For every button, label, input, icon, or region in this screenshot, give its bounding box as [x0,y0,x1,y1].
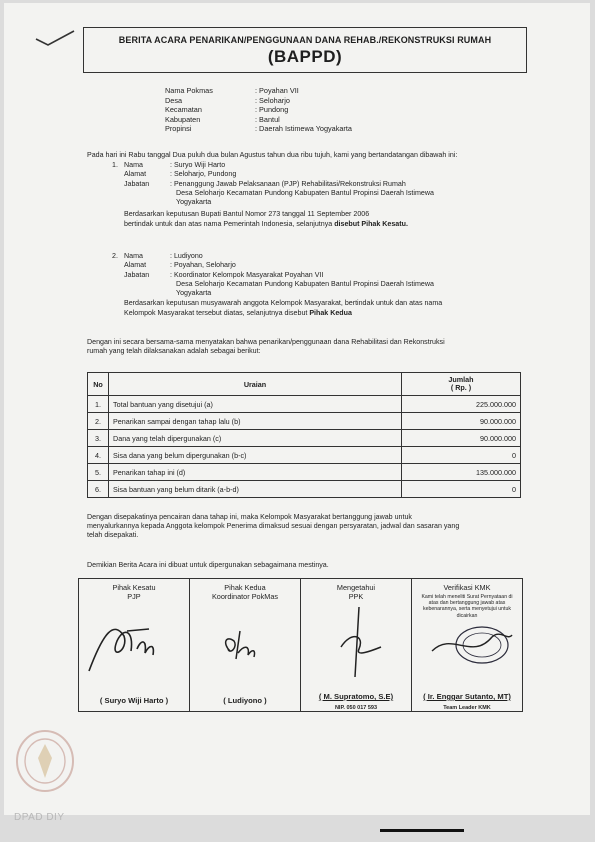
signature-party-two [190,579,301,711]
info-value: : Seloharjo [255,95,290,105]
agreement-line: menyalurkannya kepada Anggota kelompok Penerima dimaksud sesuai dengan persyaratan, jadwal dan sasaran yang [87,522,460,530]
verification-note: Kami telah meneliti Surat Pernyataan di atas dan bertanggung jawab atas kebenarannya, serta menyetujui untuk dicairkan [421,594,513,619]
info-value: : Pundong [255,105,289,115]
signatory-name: ( M. Supratomo, S.E) [318,692,394,701]
handwritten-signature [190,601,300,681]
row-amount: 135.000.000 [402,464,521,481]
row-amount: 0 [402,481,521,498]
signatory-name-line [301,692,411,701]
agreement-line: telah disepakati. [87,531,139,539]
party-one-value: : Penanggung Jawab Pelaksanaan (PJP) Rehabilitasi/Rekonstruksi Rumah [170,179,406,188]
statement-line: Dengan ini secara bersama-sama menyatakan bahwa penarikan/penggunaan dana Rehabilitasi dan Rekonstruksi [87,338,445,346]
table-header-row [88,373,521,396]
party-one-value: : Seloharjo, Pundong [170,170,237,179]
info-label: Desa [165,95,183,105]
row-number: 1. [88,396,109,413]
scan-edge-bar [380,829,464,832]
row-number: 5. [88,464,109,481]
signatory-name-line [412,692,522,701]
party-one-label: Alamat [124,170,147,179]
table-row [88,413,521,430]
party-two-label: Nama [124,252,143,260]
info-row [165,105,352,115]
signatory-name: ( Ir. Enggar Sutanto, MT) [423,692,511,701]
row-number: 3. [88,430,109,447]
stamp-and-signature [412,601,522,681]
party-one-number: 1. [112,161,118,169]
signature-title: Koordinator PokMas [211,592,279,601]
signatory-nip: NIP. 050 017 593 [334,705,378,711]
document-title-box [83,27,527,73]
pokmas-info [165,86,352,134]
financial-table [87,372,521,498]
signature-table [78,578,523,712]
closing-statement: Demikian Berita Acara ini dibuat untuk dipergunakan sebagaimana mestinya. [87,561,329,569]
document-title: BERITA ACARA PENARIKAN/PENGGUNAAN DANA REHAB./REKONSTRUKSI RUMAH [118,35,492,45]
signatory-name: ( Ludiyono ) [223,696,267,705]
signatory-position: Team Leader KMK [443,705,491,711]
row-number: 4. [88,447,109,464]
party-two-jabatan-cont: Yogyakarta [176,289,212,298]
signature-role: Pihak Kedua [224,583,266,592]
row-description: Sisa dana yang belum dipergunakan (b-c) [109,447,402,464]
row-amount: 90.000.000 [402,430,521,447]
party-one-basis-text: bertindak untuk dan atas nama Pemerintah Indonesia, selanjutnya [124,219,335,228]
party-one-jabatan-cont: Yogyakarta [176,198,212,207]
archive-watermark: DPAD DIY [14,812,65,823]
header-amount-label: Jumlah [448,375,474,384]
party-one-designation: disebut Pihak Kesatu. [334,219,408,228]
party-one-value: : Suryo Wiji Harto [170,161,226,169]
info-label: Kabupaten [165,114,201,124]
party-two-jabatan-cont: Desa Seloharjo Kecamatan Pundong Kabupaten Bantul Propinsi Daerah Istimewa [176,279,434,288]
signature-ppk [301,579,412,711]
archive-seal-watermark [14,728,76,794]
table-row [88,396,521,413]
party-one-basis-line [112,220,532,229]
table-row [88,464,521,481]
row-description: Total bantuan yang disetujui (a) [109,396,402,413]
info-label: Nama Pokmas [165,86,213,95]
info-row [165,124,352,134]
header-amount-unit: ( Rp. ) [450,383,472,392]
row-number: 6. [88,481,109,498]
handwritten-signature [79,601,189,681]
table-row [88,447,521,464]
row-amount: 90.000.000 [402,413,521,430]
signature-role: Pihak Kesatu [112,583,156,592]
party-two-label: Alamat [124,261,147,270]
party-two-block [112,252,532,318]
header-amount [402,373,521,396]
signature-title: PJP [127,592,141,601]
info-value: : Poyahan VII [255,86,299,95]
agreement-line: Dengan disepakatinya pencairan dana tahap ini, maka Kelompok Masyarakat bertanggung jawab untuk [87,513,412,521]
signature-party-one [79,579,190,711]
info-label: Kecamatan [165,105,202,115]
party-two-value: : Koordinator Kelompok Masyarakat Poyahan VII [170,270,324,279]
signatory-name: ( Suryo Wiji Harto ) [99,696,169,705]
document-subtitle: (BAPPD) [267,47,343,66]
table-row [88,481,521,498]
party-two-basis-line [112,309,532,318]
party-one-block [112,161,532,229]
info-row [165,96,352,106]
party-two-value: : Ludiyono [170,252,203,260]
party-one-jabatan-cont: Desa Seloharjo Kecamatan Pundong Kabupaten Bantul Propinsi Daerah Istimewa [176,188,434,197]
signature-role: Verifikasi KMK [443,583,491,592]
statement-line: rumah yang telah dilaksanakan adalah sebagai berikut: [87,347,261,355]
party-two-number: 2. [112,252,118,260]
signature-role: Mengetahui [336,583,376,592]
party-two-label: Jabatan [124,270,150,279]
header-no: No [88,373,109,396]
info-value: : Daerah Istimewa Yogyakarta [255,124,352,134]
party-two-basis-text: Kelompok Masyarakat tersebut diatas, selanjutnya disebut [124,308,310,317]
party-one-basis: Berdasarkan keputusan Bupati Bantul Nomor 273 tanggal 11 September 2006 [124,210,370,219]
row-description: Penarikan sampai dengan tahap lalu (b) [109,413,402,430]
row-number: 2. [88,413,109,430]
party-one-label: Nama [124,161,143,169]
pen-stroke-mark [34,27,76,49]
info-value: : Bantul [255,114,280,124]
party-two-designation: Pihak Kedua [309,308,352,317]
info-row [165,115,352,125]
table-row [88,430,521,447]
party-two-value: : Poyahan, Seloharjo [170,261,236,270]
row-description: Dana yang telah dipergunakan (c) [109,430,402,447]
row-amount: 225.000.000 [402,396,521,413]
signature-title: PPK [348,592,364,601]
party-one-label: Jabatan [124,179,150,188]
row-amount: 0 [402,447,521,464]
row-description: Sisa bantuan yang belum ditarik (a-b-d) [109,481,402,498]
party-two-basis: Berdasarkan keputusan musyawarah anggota Kelompok Masyarakat, bertindak untuk dan atas nama [124,299,443,308]
signature-kmk [412,579,522,711]
header-description: Uraian [109,373,402,396]
intro-paragraph: Pada hari ini Rabu tanggal Dua puluh dua bulan Agustus tahun dua ribu tujuh, kami yang bertandatangan dibawah ini: [87,151,458,159]
info-label: Propinsi [165,124,192,134]
row-description: Penarikan tahap ini (d) [109,464,402,481]
handwritten-signature [301,601,411,681]
info-row [165,86,352,96]
